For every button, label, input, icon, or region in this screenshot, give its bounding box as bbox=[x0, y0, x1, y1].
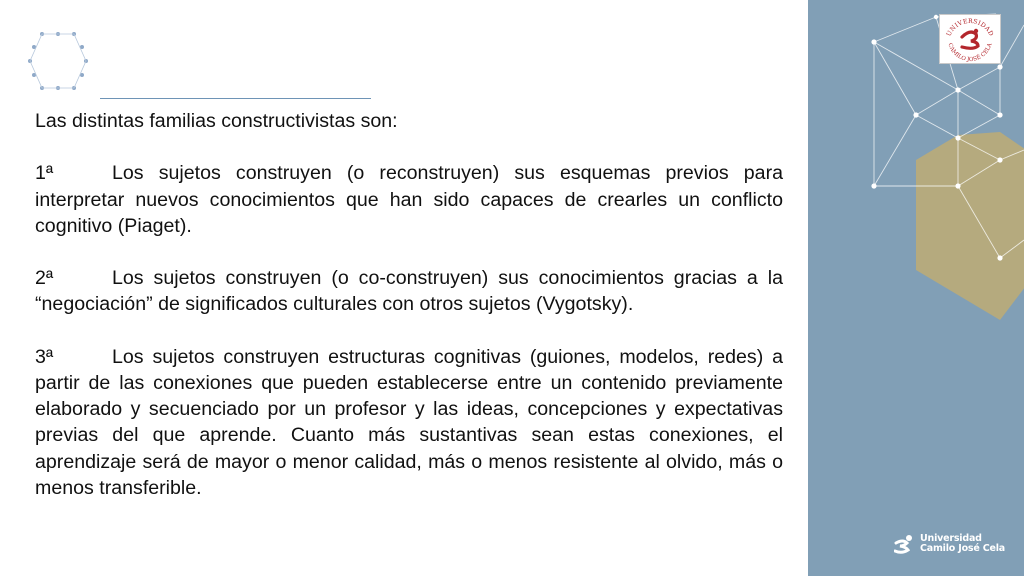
intro-text: Las distintas familias constructivistas son: bbox=[35, 110, 398, 132]
footer-line-2: Camilo José Cela bbox=[920, 543, 1005, 554]
network-pattern-icon bbox=[808, 0, 1024, 576]
item-number: 2ª bbox=[35, 267, 54, 290]
hexagon-dots-icon bbox=[26, 30, 90, 92]
item-number: 1ª bbox=[35, 162, 54, 185]
brand-sidebar bbox=[808, 0, 1024, 576]
list-item bbox=[35, 265, 783, 317]
item-text: Los sujetos construyen (o reconstruyen) sus esquemas previos para interpretar nuevos conocimientos que han sido capaces de crearles un conflicto cognitivo (Piaget). bbox=[35, 162, 783, 237]
item-text: Los sujetos construyen (o co-construyen) sus conocimientos gracias a la “negociación” de significados culturales con otros sujetos (Vygotsky). bbox=[35, 267, 783, 316]
footer-line-1: Universidad bbox=[920, 533, 982, 544]
title-underline bbox=[100, 98, 371, 99]
university-mark-icon bbox=[894, 534, 916, 554]
svg-text:CAMILO JOSÉ CELA: CAMILO JOSÉ CELA bbox=[946, 42, 994, 63]
list-item bbox=[35, 344, 783, 501]
item-text: Los sujetos construyen estructuras cognitivas (guiones, modelos, redes) a partir de las conexiones que pueden establecerse entre un contenido previamente elaborado y secuenciado por un profesor y las ideas, concepciones y expectativas previas del que aprende. Cuanto más sustantivas sean estas conexiones, el aprendizaje será de mayor o menor calidad, más o menos resistente al olvido, más o menos transferible. bbox=[35, 345, 783, 499]
university-seal-logo bbox=[939, 14, 1001, 64]
list-item bbox=[35, 160, 783, 239]
svg-text:UNIVERSIDAD: UNIVERSIDAD bbox=[945, 17, 995, 38]
item-number: 3ª bbox=[35, 345, 54, 368]
footer-logo bbox=[894, 533, 1005, 555]
text-block bbox=[35, 108, 783, 501]
